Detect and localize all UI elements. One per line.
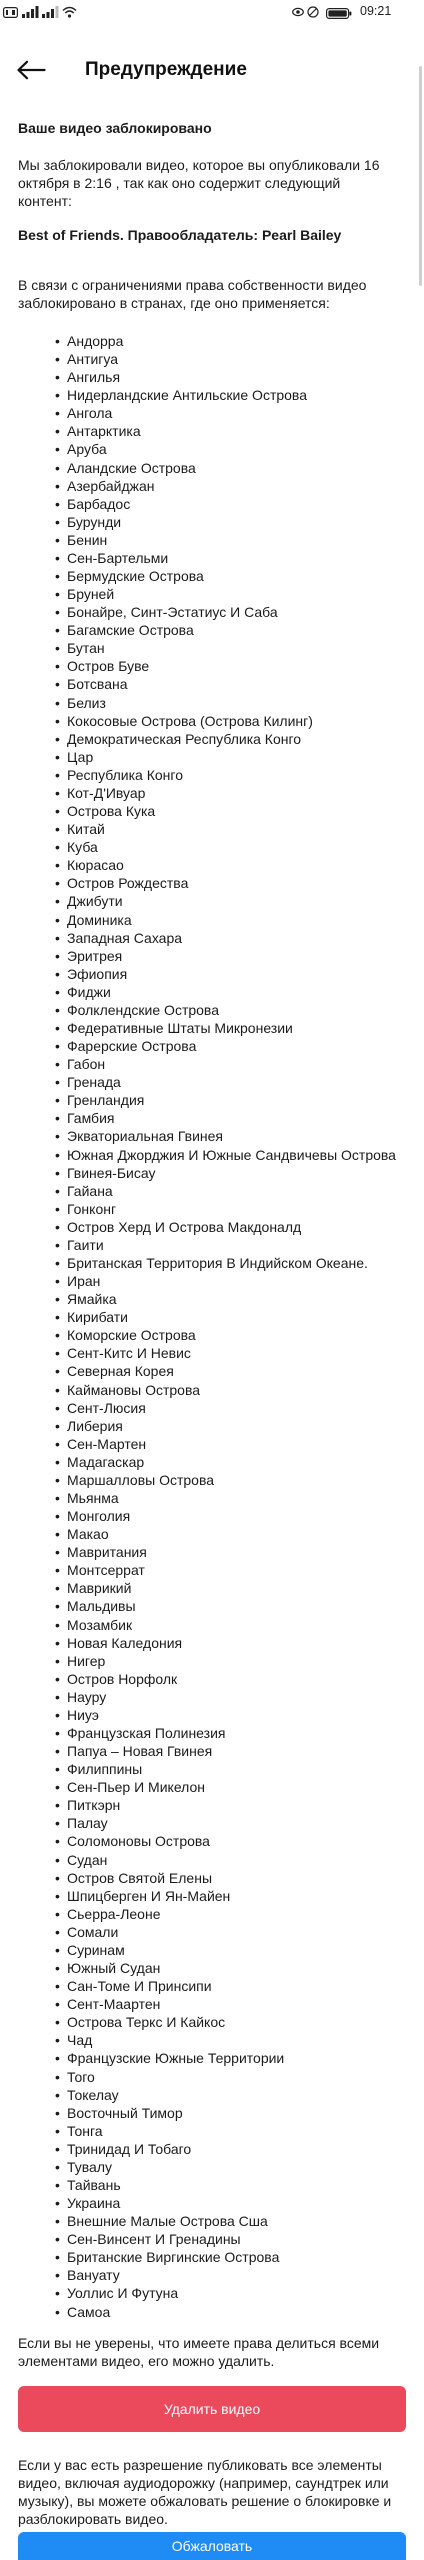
country-item: • Макао	[67, 1525, 417, 1543]
country-item: • Самоа	[67, 2303, 417, 2321]
country-item: • Украина	[67, 2194, 417, 2212]
country-item: • Тувалу	[67, 2158, 417, 2176]
restriction-text	[18, 276, 408, 312]
country-item: • Цар	[67, 748, 417, 766]
status-bar	[0, 0, 424, 22]
country-item: • Остров Святой Елены	[67, 1869, 417, 1887]
country-item: • Аруба	[67, 440, 417, 458]
back-button[interactable]	[8, 50, 52, 90]
country-item: • Сен-Пьер И Микелон	[67, 1778, 417, 1796]
country-item: • Китай	[67, 820, 417, 838]
country-item: • Северная Корея	[67, 1362, 417, 1380]
appeal-button[interactable]: Обжаловать	[18, 2532, 406, 2560]
country-item: • Ангола	[67, 404, 417, 422]
country-item: • Сьерра-Леоне	[67, 1905, 417, 1923]
appeal-hint-line: Если у вас есть разрешение публиковать все элементы	[18, 2457, 382, 2473]
country-item: • Мьянма	[67, 1489, 417, 1507]
restriction-text-line: В связи с ограничениями права собственности видео	[18, 277, 367, 293]
notice-intro-line: Мы заблокировали видео, которое вы опубликовали 16	[18, 157, 380, 173]
country-item: • Кирибати	[67, 1308, 417, 1326]
country-item: • Южный Судан	[67, 1959, 417, 1977]
country-item: • Монголия	[67, 1507, 417, 1525]
signal-4g-icon	[21, 5, 39, 23]
country-item: • Эритрея	[67, 947, 417, 965]
country-item: • Ангилья	[67, 368, 417, 386]
country-item: • Барбадос	[67, 495, 417, 513]
country-item: • Судан	[67, 1851, 417, 1869]
country-item: • Западная Сахара	[67, 929, 417, 947]
blocked-countries-list	[67, 332, 417, 2321]
country-item: • Тринидад И Тобаго	[67, 2140, 417, 2158]
restriction-text-line: заблокировано в странах, где оно применяется:	[18, 295, 330, 311]
country-item: • Остров Рождества	[67, 874, 417, 892]
country-item: • Сомали	[67, 1923, 417, 1941]
country-item: • Мадагаскар	[67, 1453, 417, 1471]
country-item: • Бонайре, Синт-Эстатиус И Саба	[67, 603, 417, 621]
country-item: • Мальдивы	[67, 1597, 417, 1615]
country-item: • Куба	[67, 838, 417, 856]
country-item: • Южная Джорджия И Южные Сандвичевы Острова	[67, 1146, 417, 1164]
country-item: • Того	[67, 2068, 417, 2086]
country-item: • Острова Кука	[67, 802, 417, 820]
country-item: • Тайвань	[67, 2176, 417, 2194]
country-item: • Британские Виргинские Острова	[67, 2248, 417, 2266]
country-item: • Мавритания	[67, 1543, 417, 1561]
country-item: • Либерия	[67, 1417, 417, 1435]
country-item: • Нигер	[67, 1652, 417, 1670]
country-item: • Вануату	[67, 2266, 417, 2284]
country-item: • Фарерские Острова	[67, 1037, 417, 1055]
country-item: • Суринам	[67, 1941, 417, 1959]
country-item: • Тонга	[67, 2122, 417, 2140]
arrow-left-icon	[16, 60, 46, 80]
country-item: • Доминика	[67, 911, 417, 929]
country-item: • Уоллис И Футуна	[67, 2284, 417, 2302]
delete-video-button[interactable]: Удалить видео	[18, 2386, 406, 2432]
country-item: • Фолклендские Острова	[67, 1001, 417, 1019]
page-title: Предупреждение	[85, 59, 247, 80]
country-item: • Бурунди	[67, 513, 417, 531]
delete-hint-line: Если вы не уверены, что имеете права делиться всеми	[18, 2335, 380, 2351]
country-item: • Сен-Бартельми	[67, 549, 417, 567]
country-item: • Кюрасао	[67, 856, 417, 874]
country-item: • Токелау	[67, 2086, 417, 2104]
country-item: • Антигуа	[67, 350, 417, 368]
country-item: • Внешние Малые Острова Сша	[67, 2212, 417, 2230]
appeal-hint-line: музыку), вы можете обжаловать решение о блокировке и	[18, 2493, 392, 2509]
country-item: • Андорра	[67, 332, 417, 350]
country-item: • Монтсеррат	[67, 1561, 417, 1579]
country-item: • Британская Территория В Индийском Океане.	[67, 1254, 417, 1272]
country-item: • Антарктика	[67, 422, 417, 440]
notice-intro-line: контент:	[18, 193, 72, 209]
country-item: • Чад	[67, 2031, 417, 2049]
country-item: • Сен-Винсент И Гренадины	[67, 2230, 417, 2248]
country-item: • Гвинея-Бисау	[67, 1164, 417, 1182]
country-item: • Папуа – Новая Гвинея	[67, 1742, 417, 1760]
appeal-hint-line: разблокировать видео.	[18, 2511, 168, 2527]
appeal-hint-line: видео, включая аудиодорожку (например, саундтрек или	[18, 2475, 389, 2491]
country-item: • Соломоновы Острова	[67, 1832, 417, 1850]
country-item: • Азербайджан	[67, 477, 417, 495]
country-item: • Гаити	[67, 1236, 417, 1254]
country-item: • Сент-Китс И Невис	[67, 1344, 417, 1362]
country-item: • Кот-Д'Ивуар	[67, 784, 417, 802]
hd-icon	[3, 5, 18, 23]
app-header	[0, 46, 424, 94]
battery-icon	[326, 6, 352, 24]
country-item: • Остров Норфолк	[67, 1670, 417, 1688]
scrollbar-thumb[interactable]	[419, 66, 422, 286]
country-item: • Бенин	[67, 531, 417, 549]
country-item: • Сент-Маартен	[67, 1995, 417, 2013]
country-item: • Нидерландские Антильские Острова	[67, 386, 417, 404]
country-item: • Остров Буве	[67, 657, 417, 675]
country-item: • Маршалловы Острова	[67, 1471, 417, 1489]
country-item: • Сен-Мартен	[67, 1435, 417, 1453]
country-item: • Французские Южные Территории	[67, 2049, 417, 2067]
notice-intro-line: октября в 2:16 , так как оно содержит следующий	[18, 175, 341, 191]
country-item: • Республика Конго	[67, 766, 417, 784]
country-item: • Ямайка	[67, 1290, 417, 1308]
country-item: • Филиппины	[67, 1760, 417, 1778]
country-item: • Шпицберген И Ян-Майен	[67, 1887, 417, 1905]
vibrate-icon	[307, 5, 319, 23]
country-item: • Маврикий	[67, 1579, 417, 1597]
country-item: • Багамские Острова	[67, 621, 417, 639]
country-item: • Французская Полинезия	[67, 1724, 417, 1742]
country-item: • Бутан	[67, 639, 417, 657]
country-item: • Гонконг	[67, 1200, 417, 1218]
country-item: • Восточный Тимор	[67, 2104, 417, 2122]
country-item: • Демократическая Республика Конго	[67, 730, 417, 748]
country-item: • Бермудские Острова	[67, 567, 417, 585]
status-time: 09:21	[360, 4, 392, 18]
country-item: • Сент-Люсия	[67, 1399, 417, 1417]
eye-icon	[292, 5, 304, 23]
country-item: • Габон	[67, 1055, 417, 1073]
country-item: • Гамбия	[67, 1109, 417, 1127]
delete-hint-line: элементами видео, его можно удалить.	[18, 2353, 275, 2369]
country-item: • Мозамбик	[67, 1616, 417, 1634]
country-item: • Федеративные Штаты Микронезии	[67, 1019, 417, 1037]
country-item: • Острова Теркс И Кайкос	[67, 2013, 417, 2031]
country-item: • Коморские Острова	[67, 1326, 417, 1344]
country-item: • Бруней	[67, 585, 417, 603]
country-item: • Белиз	[67, 694, 417, 712]
delete-hint	[18, 2334, 408, 2370]
country-item: • Питкэрн	[67, 1796, 417, 1814]
country-item: • Экваториальная Гвинея	[67, 1127, 417, 1145]
country-item: • Сан-Томе И Принсипи	[67, 1977, 417, 1995]
country-item: • Фиджи	[67, 983, 417, 1001]
country-item: • Остров Херд И Острова Макдоналд	[67, 1218, 417, 1236]
country-item: • Эфиопия	[67, 965, 417, 983]
wifi-icon	[62, 5, 77, 23]
country-item: • Ботсвана	[67, 675, 417, 693]
country-item: • Гайана	[67, 1182, 417, 1200]
country-item: • Палау	[67, 1814, 417, 1832]
country-item: • Новая Каледония	[67, 1634, 417, 1652]
appeal-hint	[18, 2456, 408, 2528]
country-item: • Каймановы Острова	[67, 1381, 417, 1399]
country-item: • Кокосовые Острова (Острова Килинг)	[67, 712, 417, 730]
notice-intro	[18, 156, 408, 210]
country-item: • Джибути	[67, 892, 417, 910]
country-item: • Гренада	[67, 1073, 417, 1091]
notice-heading: Ваше видео заблокировано	[18, 120, 212, 136]
country-item: • Гренландия	[67, 1091, 417, 1109]
country-item: • Науру	[67, 1688, 417, 1706]
country-item: • Иран	[67, 1272, 417, 1290]
signal-2g-icon	[41, 5, 59, 23]
country-item: • Ниуэ	[67, 1706, 417, 1724]
country-item: • Аландские Острова	[67, 459, 417, 477]
blocked-content-title: Best of Friends. Правообладатель: Pearl Bailey	[18, 227, 342, 243]
